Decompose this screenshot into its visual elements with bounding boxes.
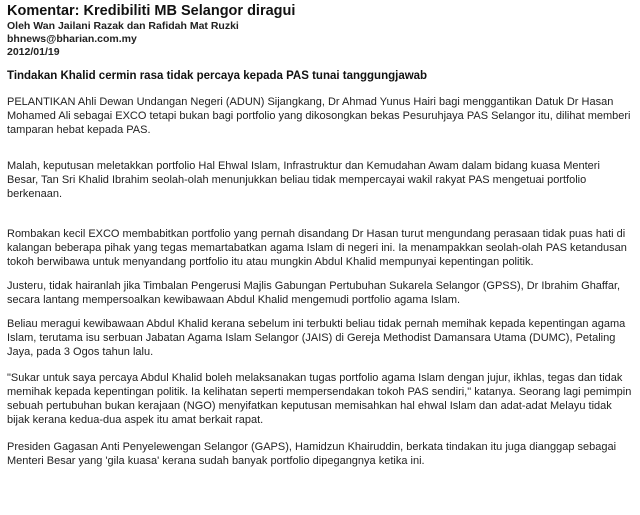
paragraph: PELANTIKAN Ahli Dewan Undangan Negeri (ADUN) Sijangkang, Dr Ahmad Yunus Hairi bagi menggantikan Datuk Dr Hasan Mohamed Ali sebagai EXCO tetapi bukan bagi portfolio yang dikosongkan bekas Pesuruhjaya PAS Selangor itu, dilihat memberi tamparan hebat kepada PAS. xyxy=(7,96,631,136)
paragraph: "Sukar untuk saya percaya Abdul Khalid boleh melaksanakan tugas portfolio agama Islam dengan jujur, ikhlas, tegas dan tidak memihak kepada kepentingan politik. Ia kelihatan seperti mempersendakan tokoh PAS sendiri," katanya. Seorang lagi pemimpin sebuah pertubuhan bukan kerajaan (NGO) menyifatkan keputusan memisahkan hal ehwal Islam dan adat-adat Melayu tidak bijak kerana kedua-dua aspek itu amat berkait rapat. xyxy=(7,372,632,426)
paragraph: Beliau meragui kewibawaan Abdul Khalid kerana sebelum ini terbukti beliau tidak pernah memihak kepada kepentingan agama Islam, terutama isu serbuan Jabatan Agama Islam Selangor (JAIS) di Gereja Methodist Damansara Utama (DUMC), Petaling Jaya, pada 3 Ogos tahun lalu. xyxy=(7,318,626,358)
article-byline: Oleh Wan Jailani Razak dan Rafidah Mat Ruzki xyxy=(7,20,239,32)
paragraph: Justeru, tidak hairanlah jika Timbalan Pengerusi Majlis Gabungan Pertubuhan Sukarela Selangor (GPSS), Dr Ibrahim Ghaffar, secara lantang mempersoalkan kewibawaan Abdul Khalid mengemudi portfolio agama Islam. xyxy=(7,280,621,306)
paragraph: Presiden Gagasan Anti Penyelewengan Selangor (GAPS), Hamidzun Khairuddin, berkata tindakan itu juga dianggap sebagai Menteri Besar yang 'gila kuasa' kerana sudah banyak portfolio dipegangnya ketika ini. xyxy=(7,441,617,467)
article-headline: Tindakan Khalid cermin rasa tidak percaya kepada PAS tunai tanggungjawab xyxy=(7,70,428,82)
article-title: Komentar: Kredibiliti MB Selangor diragui xyxy=(7,3,296,19)
paragraph: Rombakan kecil EXCO membabitkan portfolio yang pernah disandang Dr Hasan turut mengundang perasaan tidak puas hati di kalangan beberapa pihak yang tegas memartabatkan agama Islam di negeri ini. Ia menampakkan seolah-olah PAS ketandusan tokoh berwibawa untuk menyandang portfolio itu atau mungkin Abdul Khalid mempunyai kepentingan politik. xyxy=(7,228,627,268)
article-email: bhnews@bharian.com.my xyxy=(7,33,137,45)
paragraph: Malah, keputusan meletakkan portfolio Hal Ehwal Islam, Infrastruktur dan Kemudahan Awam dalam bidang kuasa Menteri Besar, Tan Sri Khalid Ibrahim seolah-olah menunjukkan beliau tidak mempercayai wakil rakyat PAS mengetuai portfolio berkenaan. xyxy=(7,160,600,200)
article-date: 2012/01/19 xyxy=(7,46,60,58)
